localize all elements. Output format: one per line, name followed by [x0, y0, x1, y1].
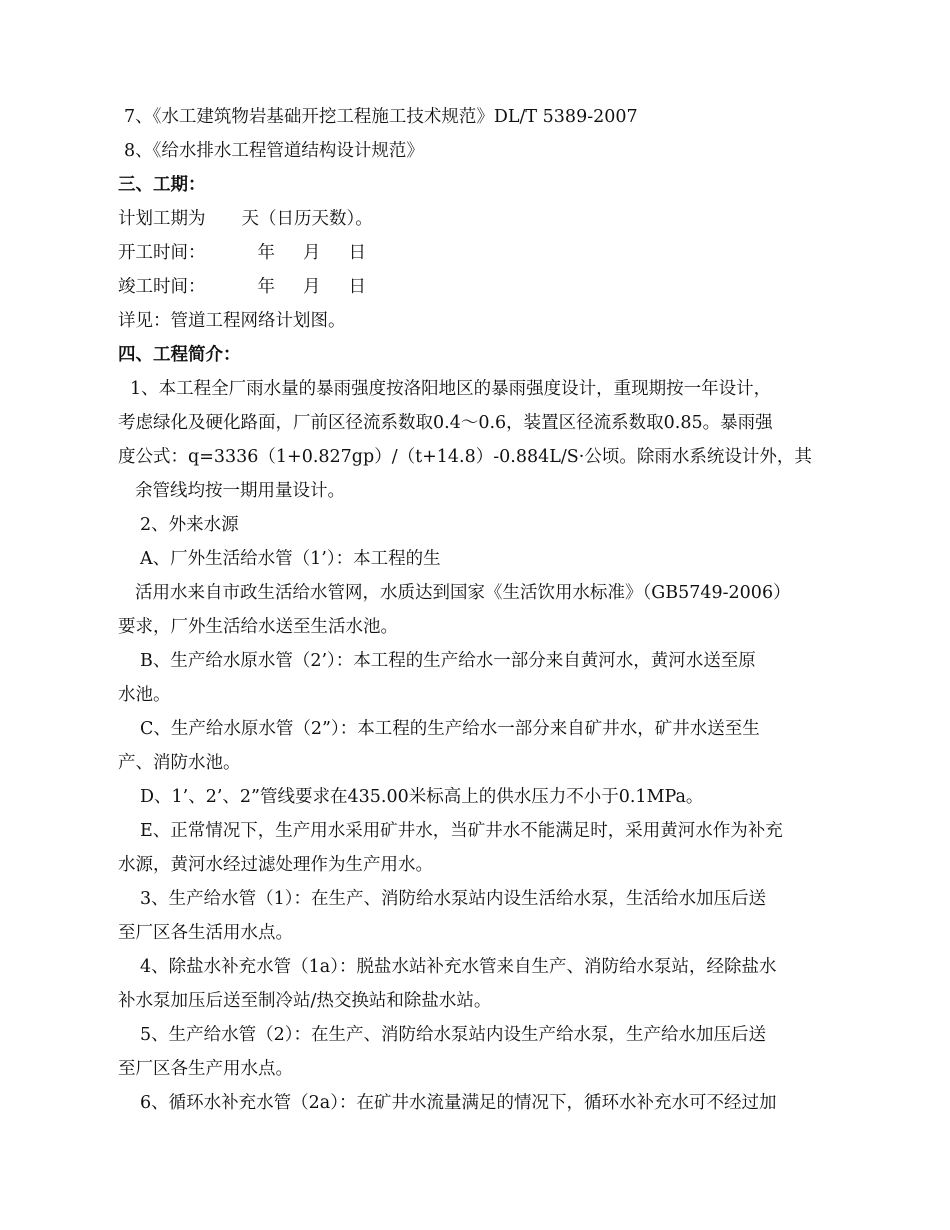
paragraph-5-line-1: 5、生产给水管（2）：在生产、消防给水泵站内设生产给水泵，生产给水加压后送 [140, 1025, 767, 1045]
paragraph-b-line-1: B、生产给水原水管（2’）：本工程的生产给水一部分来自黄河水，黄河水送至原 [140, 651, 756, 671]
start-year-label: 年 [257, 243, 275, 263]
paragraph-4-line-2: 补水泵加压后送至制冷站/热交换站和除盐水站。 [118, 991, 492, 1011]
start-date-label: 开工时间： [118, 243, 206, 263]
start-date [118, 242, 366, 264]
end-year-label: 年 [257, 277, 275, 297]
paragraph-e-line-1: E、正常情况下，生产用水采用矿井水，当矿井水不能满足时，采用黄河水作为补充 [140, 821, 783, 841]
detail-note: 详见：管道工程网络计划图。 [118, 311, 346, 331]
end-date-label: 竣工时间： [118, 277, 206, 297]
paragraph-4-line-1: 4、除盐水补充水管（1a）：脱盐水站补充水管来自生产、消防给水泵站，经除盐水 [140, 957, 777, 977]
paragraph-2: 2、外来水源 [140, 515, 239, 535]
planned-duration [118, 208, 373, 230]
paragraph-c-line-1: C、生产给水原水管（2”）：本工程的生产给水一部分来自矿井水，矿井水送至生 [140, 719, 760, 739]
paragraph-1-line-2: 考虑绿化及硬化路面，厂前区径流系数取0.4～0.6，装置区径流系数取0.85。暴雨强 [118, 413, 773, 433]
reference-7: 7、《水工建筑物岩基础开挖工程施工技术规范》DL/T 5389-2007 [124, 107, 638, 127]
paragraph-6-line-1: 6、循环水补充水管（2a）：在矿井水流量满足的情况下，循环水补充水可不经过加 [140, 1093, 777, 1113]
paragraph-1-line-1: 1、本工程全厂雨水量的暴雨强度按洛阳地区的暴雨强度设计，重现期按一年设计， [130, 379, 772, 399]
reference-8: 8、《给水排水工程管道结构设计规范》 [124, 141, 424, 161]
paragraph-a-line-3: 要求，厂外生活给水送至生活水池。 [118, 617, 398, 637]
end-month-label: 月 [303, 277, 321, 297]
planned-duration-suffix: 天（日历天数）。 [241, 209, 373, 229]
start-month-label: 月 [303, 243, 321, 263]
paragraph-d: D、1’、2’、2”管线要求在435.00米标高上的供水压力不小于0.1MPa。 [140, 787, 704, 807]
paragraph-3-line-1: 3、生产给水管（1）：在生产、消防给水泵站内设生活给水泵，生活给水加压后送 [140, 889, 767, 909]
paragraph-a-line-2: 活用水来自市政生活给水管网，水质达到国家《生活饮用水标准》（GB5749-2006） [135, 583, 791, 603]
paragraph-3-line-2: 至厂区各生活用水点。 [118, 923, 293, 943]
paragraph-b-line-2: 水池。 [118, 685, 171, 705]
paragraph-1-line-4: 余管线均按一期用量设计。 [135, 481, 345, 501]
planned-duration-prefix: 计划工期为 [118, 209, 206, 229]
paragraph-e-line-2: 水源，黄河水经过滤处理作为生产用水。 [118, 855, 433, 875]
start-day-label: 日 [348, 243, 366, 263]
section-4-heading: 四、工程简介： [118, 345, 241, 365]
paragraph-5-line-2: 至厂区各生产用水点。 [118, 1059, 293, 1079]
paragraph-1-line-3: 度公式：q=3336（1+0.827gp）/（t+14.8）-0.884L/S·公顷。除雨水系统设计外，其 [118, 447, 812, 467]
end-day-label: 日 [348, 277, 366, 297]
paragraph-a-line-1: A、厂外生活给水管（1’）：本工程的生 [140, 549, 441, 569]
section-3-heading: 三、工期： [118, 175, 206, 195]
paragraph-c-line-2: 产、消防水池。 [118, 753, 241, 773]
end-date [118, 276, 366, 298]
